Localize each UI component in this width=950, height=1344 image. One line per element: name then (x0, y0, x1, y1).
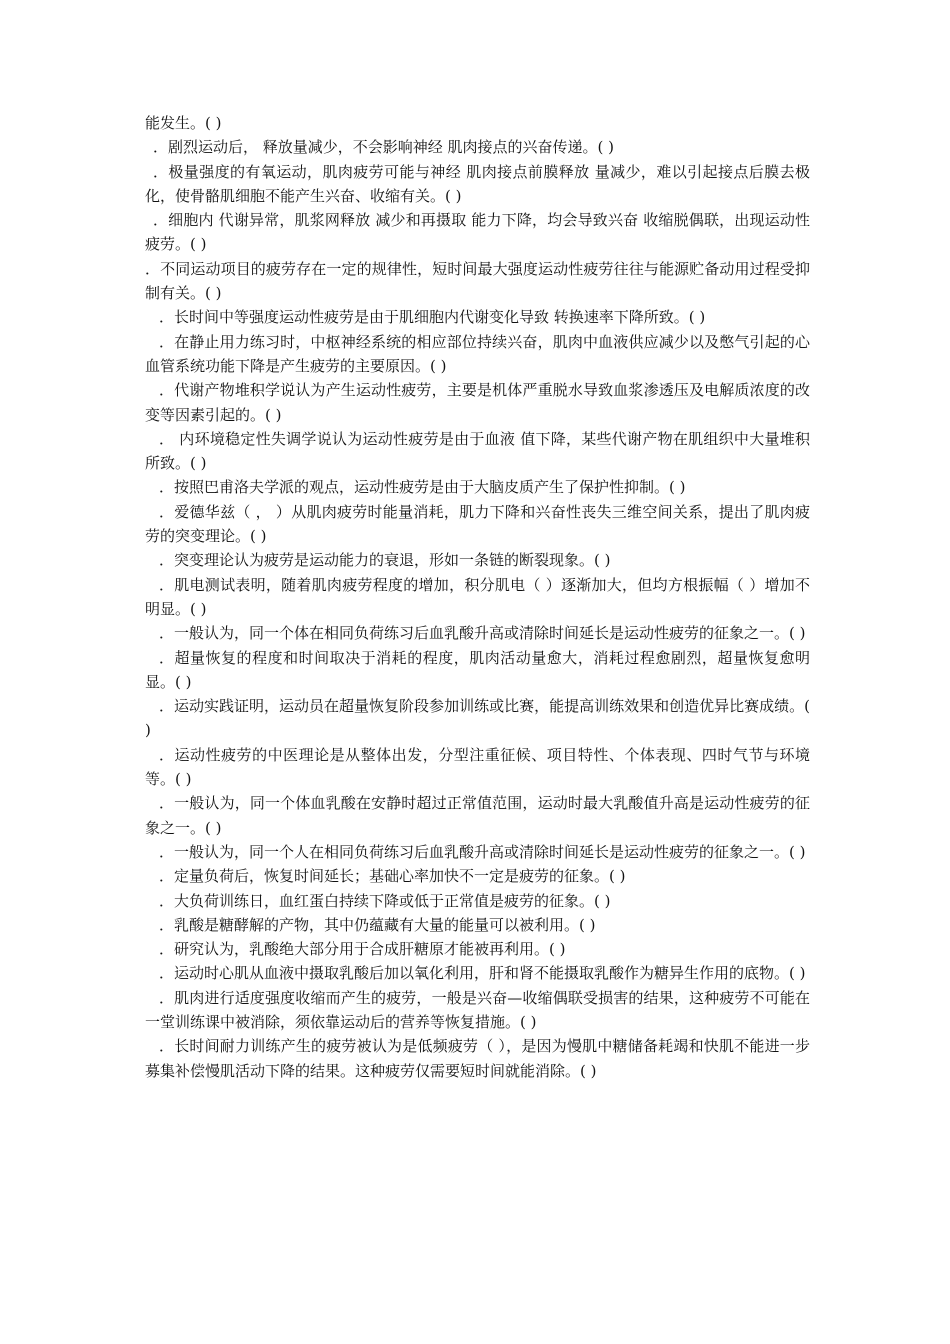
question-item: ．乳酸是糖酵解的产物，其中仍蕴藏有大量的能量可以被利用。( ) (159, 915, 596, 934)
question-item: ．肌肉进行适度强度收缩而产生的疲劳，一般是兴奋—收缩偶联受损害的结果，这种疲劳不可能在一堂训练课中被消除，须依靠运动后的营养等恢复措施。( ) (145, 988, 810, 1031)
document-page (145, 111, 810, 1083)
question-item: ．长时间耐力训练产生的疲劳被认为是低频疲劳（ ），是因为慢肌中糖储备耗竭和快肌不能进一步募集补偿慢肌活动下降的结果。这种疲劳仅需要短时间就能消除。( ) (145, 1037, 810, 1080)
question-item: ．长时间中等强度运动性疲劳是由于肌细胞内代谢变化导致 转换速率下降所致。( ) (159, 308, 706, 327)
question-item: ．极量强度的有氧运动，肌肉疲劳可能与神经 肌肉接点前膜释放 量减少，难以引起接点后膜去极化，使骨骼肌细胞不能产生兴奋、收缩有关。( ) (145, 162, 810, 205)
question-item: 能发生。( ) (145, 114, 222, 132)
question-item: ．超量恢复的程度和时间取决于消耗的程度，肌肉活动量愈大，消耗过程愈剧烈，超量恢复愈明显。( ) (145, 648, 810, 691)
question-item: ．定量负荷后，恢复时间延长；基础心率加快不一定是疲劳的征象。( ) (159, 867, 626, 886)
question-item: ．在静止用力练习时，中枢神经系统的相应部位持续兴奋，肌肉中血液供应减少以及憋气引起的心血管系统功能下降是产生疲劳的主要原因。( ) (145, 332, 810, 375)
question-item: ．运动时心肌从血液中摄取乳酸后加以氧化利用，肝和肾不能摄取乳酸作为糖异生作用的底物。( ) (159, 964, 806, 983)
question-item: ． 内环境稳定性失调学说认为运动性疲劳是由于血液 值下降，某些代谢产物在肌组织中大量堆积所致。( ) (145, 429, 810, 473)
question-item: ．按照巴甫洛夫学派的观点，运动性疲劳是由于大脑皮质产生了保护性抑制。( ) (159, 478, 686, 497)
question-item: ．一般认为，同一个体血乳酸在安静时超过正常值范围，运动时最大乳酸值升高是运动性疲劳的征象之一。( ) (145, 794, 810, 837)
question-item: ．运动性疲劳的中医理论是从整体出发，分型注重征候、项目特性、个体表现、四时气节与环境等。( ) (145, 745, 810, 789)
question-item: ．不同运动项目的疲劳存在一定的规律性，短时间最大强度运动性疲劳往往与能源贮备动用过程受抑制有关。( ) (145, 259, 810, 303)
question-item: ．大负荷训练日，血红蛋白持续下降或低于正常值是疲劳的征象。( ) (159, 891, 611, 910)
question-item: ．一般认为，同一个体在相同负荷练习后血乳酸升高或清除时间延长是运动性疲劳的征象之一。( ) (159, 624, 806, 643)
question-item: ．代谢产物堆积学说认为产生运动性疲劳，主要是机体严重脱水导致血浆渗透压及电解质浓度的改变等因素引起的。( ) (145, 381, 810, 424)
question-item: ．运动实践证明，运动员在超量恢复阶段参加训练或比赛，能提高训练效果和创造优异比赛成绩。( ) (145, 697, 810, 740)
question-item: ．肌电测试表明，随着肌肉疲劳程度的增加，积分肌电（ ）逐渐加大，但均方根振幅（ ）增加不明显。( ) (145, 575, 810, 618)
question-item: ．剧烈运动后， 释放量减少，不会影响神经 肌肉接点的兴奋传递。( ) (153, 138, 615, 157)
question-item: ．细胞内 代谢异常，肌浆网释放 减少和再摄取 能力下降，均会导致兴奋 收缩脱偶联，出现运动性疲劳。( ) (145, 211, 810, 254)
question-item: ．爱德华兹（ ， ）从肌肉疲劳时能量消耗，肌力下降和兴奋性丧失三维空间关系，提出了肌肉疲劳的突变理论。( ) (145, 502, 810, 546)
question-item: ．一般认为，同一个人在相同负荷练习后血乳酸升高或清除时间延长是运动性疲劳的征象之一。( ) (159, 842, 806, 861)
question-item: ．突变理论认为疲劳是运动能力的衰退，形如一条链的断裂现象。( ) (159, 551, 611, 570)
question-item: ．研究认为，乳酸绝大部分用于合成肝糖原才能被再利用。( ) (159, 940, 566, 959)
